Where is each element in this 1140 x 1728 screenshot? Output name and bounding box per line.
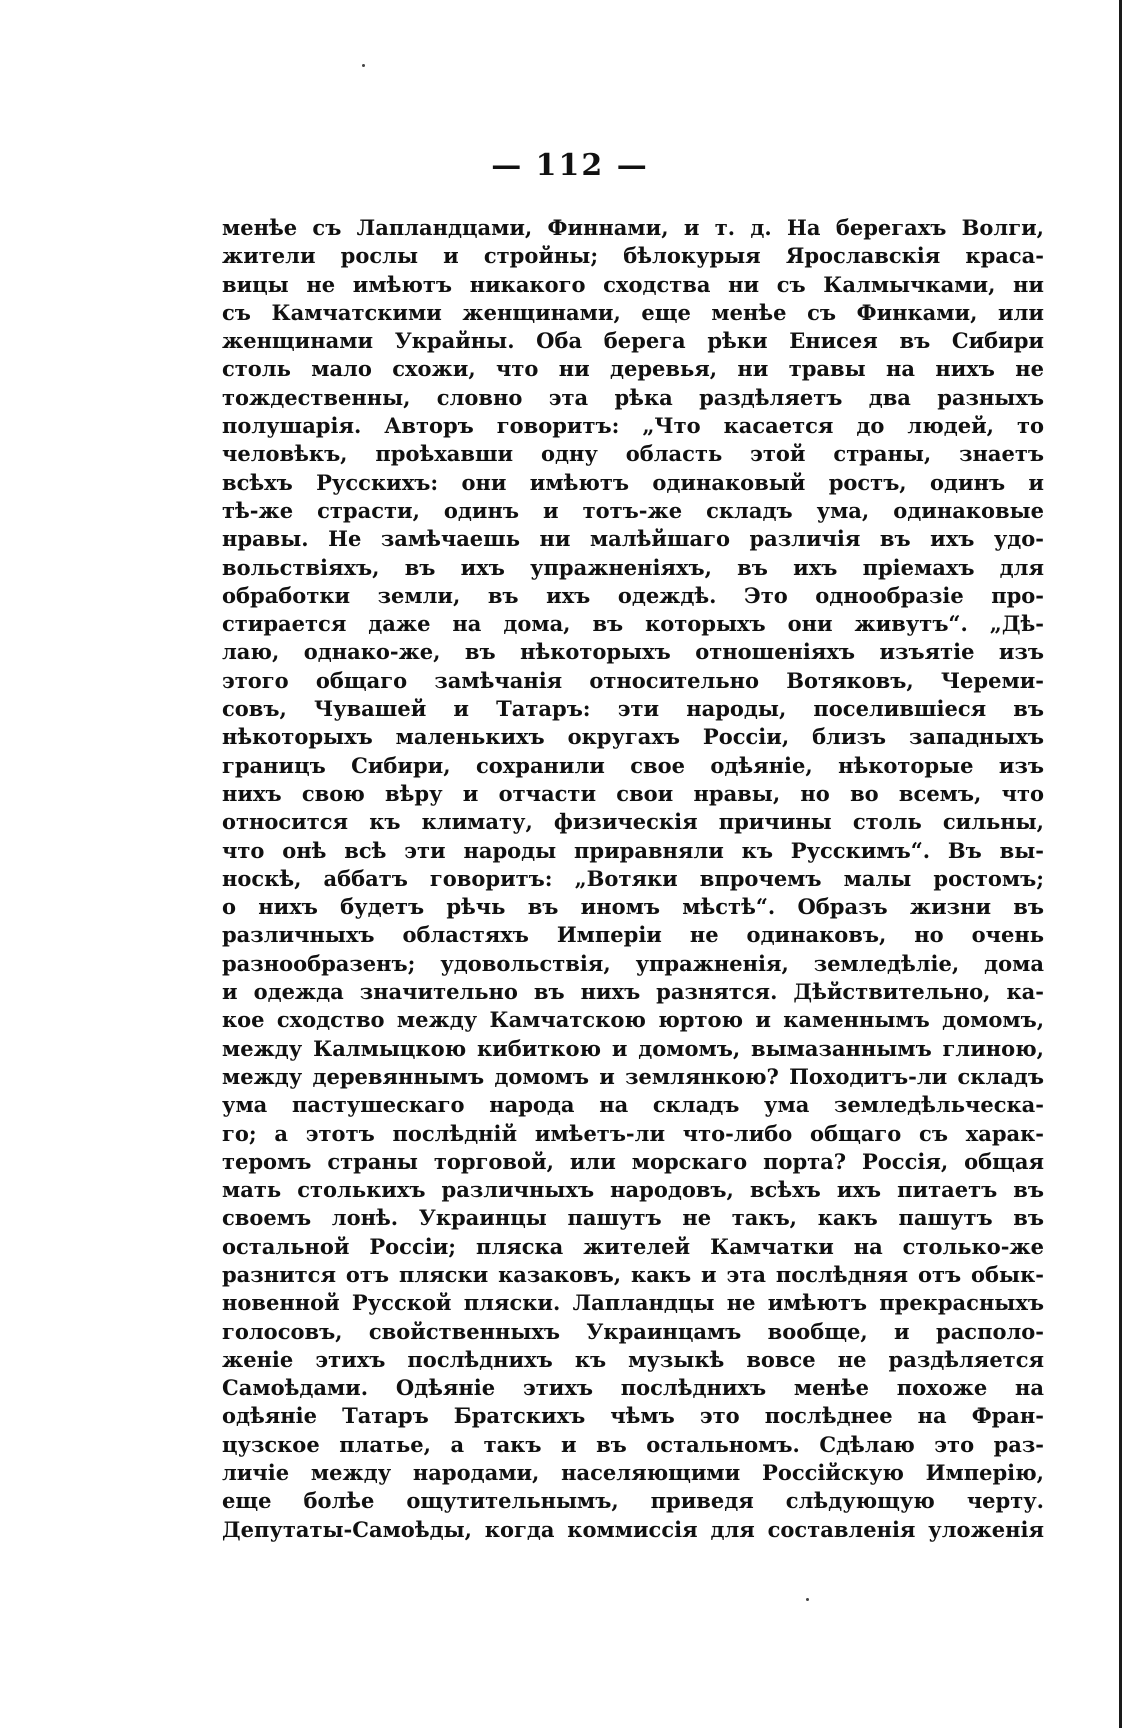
page-number: — 112 — [491, 148, 649, 183]
text-line: столь мало схожи, что ни деревья, ни травы на нихъ не [222, 356, 1044, 382]
text-line: менѣе съ Лапландцами, Финнами, и т. д. На берегахъ Волги, [222, 215, 1044, 240]
scan-speck [806, 1598, 809, 1601]
text-line: цузское платье, а такъ и въ остальномъ. Сдѣлаю это раз- [222, 1431, 1044, 1457]
text-line: одѣяніе Татаръ Братскихъ чѣмъ это послѣднее на Фран- [222, 1403, 1044, 1429]
text-line: нихъ свою вѣру и отчасти свои нравы, но во всемъ, что [222, 780, 1044, 806]
text-line: стирается даже на дома, въ которыхъ они живутъ“. „Дѣ- [222, 611, 1044, 637]
text-line: нѣкоторыхъ маленькихъ округахъ Россіи, близъ западныхъ [222, 724, 1044, 750]
text-line: относится къ климату, физическія причины столь сильны, [222, 809, 1044, 835]
text-line: нравы. Не замѣчаешь ни малѣйшаго различія въ ихъ удо- [222, 526, 1044, 552]
text-line: съ Камчатскими женщинами, еще менѣе съ Финками, или [222, 299, 1044, 325]
text-line: Депутаты-Самоѣды, когда коммиссія для составленія уложенія [222, 1516, 1044, 1542]
text-line: человѣкъ, проѣхавши одну область этой страны, знаетъ [222, 441, 1044, 467]
text-line: вицы не имѣютъ никакого сходства ни съ Калмычками, ни [222, 271, 1044, 297]
text-line: теромъ страны торговой, или морскаго порта? Россія, общая [222, 1148, 1044, 1174]
text-line: обработки земли, въ ихъ одеждѣ. Это однообразіе про- [222, 582, 1044, 608]
text-line: личіе между народами, населяющими Россійскую Имперію, [222, 1460, 1044, 1486]
text-line: носкѣ, аббатъ говоритъ: „Вотяки впрочемъ малы ростомъ; [222, 865, 1044, 891]
text-line: различныхъ областяхъ Имперіи не одинаковъ, но очень [222, 922, 1044, 948]
text-line: разнится отъ пляски казаковъ, какъ и эта послѣдняя отъ обык- [222, 1261, 1044, 1287]
text-line: тѣ-же страсти, одинъ и тотъ-же складъ ума, одинаковые [222, 497, 1044, 523]
text-line: ума пастушескаго народа на складъ ума земледѣльческа- [222, 1092, 1044, 1118]
text-line: кое сходство между Камчатскою юртою и каменнымъ домомъ, [222, 1007, 1044, 1033]
text-line: разнообразенъ; удовольствія, упражненія, земледѣліе, дома [222, 950, 1044, 976]
text-line: границъ Сибири, сохранили свое одѣяніе, нѣкоторые изъ [222, 752, 1044, 778]
text-line: Самоѣдами. Одѣяніе этихъ послѣднихъ менѣе похоже на [222, 1375, 1044, 1401]
text-line: вольствіяхъ, въ ихъ упражненіяхъ, въ ихъ пріемахъ для [222, 554, 1044, 580]
text-line: своемъ лонѣ. Украинцы пашутъ не такъ, какъ пашутъ въ [222, 1205, 1044, 1231]
text-line: женіе этихъ послѣднихъ къ музыкѣ вовсе не раздѣляется [222, 1346, 1044, 1372]
text-line: всѣхъ Русскихъ: они имѣютъ одинаковый ростъ, одинъ и [222, 469, 1044, 495]
text-line: между деревяннымъ домомъ и землянкою? Походитъ-ли складъ [222, 1063, 1044, 1089]
body-text [222, 214, 1044, 1544]
text-line: о нихъ будетъ рѣчь въ иномъ мѣстѣ“. Образъ жизни въ [222, 894, 1044, 920]
text-line: лаю, однако-же, въ нѣкоторыхъ отношеніяхъ изъятіе изъ [222, 639, 1044, 665]
text-line: что онѣ всѣ эти народы приравняли къ Русскимъ“. Въ вы- [222, 837, 1044, 863]
text-line: и одежда значительно въ нихъ разнятся. Дѣйствительно, ка- [222, 979, 1044, 1005]
text-line: новенной Русской пляски. Лапландцы не имѣютъ прекрасныхъ [222, 1290, 1044, 1316]
text-line: голосовъ, свойственныхъ Украинцамъ вообще, и располо- [222, 1318, 1044, 1344]
text-line: совъ, Чувашей и Татаръ: эти народы, поселившіеся въ [222, 696, 1044, 722]
text-line: еще болѣе ощутительнымъ, приведя слѣдующую черту. [222, 1488, 1044, 1514]
text-line: остальной Россіи; пляска жителей Камчатки на столько-же [222, 1233, 1044, 1259]
text-line: жители рослы и стройны; бѣлокурыя Ярославскія краса- [222, 243, 1044, 269]
text-line: го; а этотъ послѣдній имѣетъ-ли что-либо общаго съ харак- [222, 1120, 1044, 1146]
text-line: этого общаго замѣчанія относительно Вотяковъ, Череми- [222, 667, 1044, 693]
text-line: мать столькихъ различныхъ народовъ, всѣхъ ихъ питаетъ въ [222, 1177, 1044, 1203]
scan-speck [362, 64, 365, 67]
text-line: между Калмыцкою кибиткою и домомъ, вымазаннымъ глиною, [222, 1035, 1044, 1061]
text-line: женщинами Украйны. Оба берега рѣки Енисея въ Сибири [222, 328, 1044, 354]
text-line: полушарія. Авторъ говоритъ: „Что касается до людей, то [222, 413, 1044, 439]
text-line: тождественны, словно эта рѣка раздѣляетъ два разныхъ [222, 384, 1044, 410]
scan-edge-line [1119, 0, 1122, 1728]
